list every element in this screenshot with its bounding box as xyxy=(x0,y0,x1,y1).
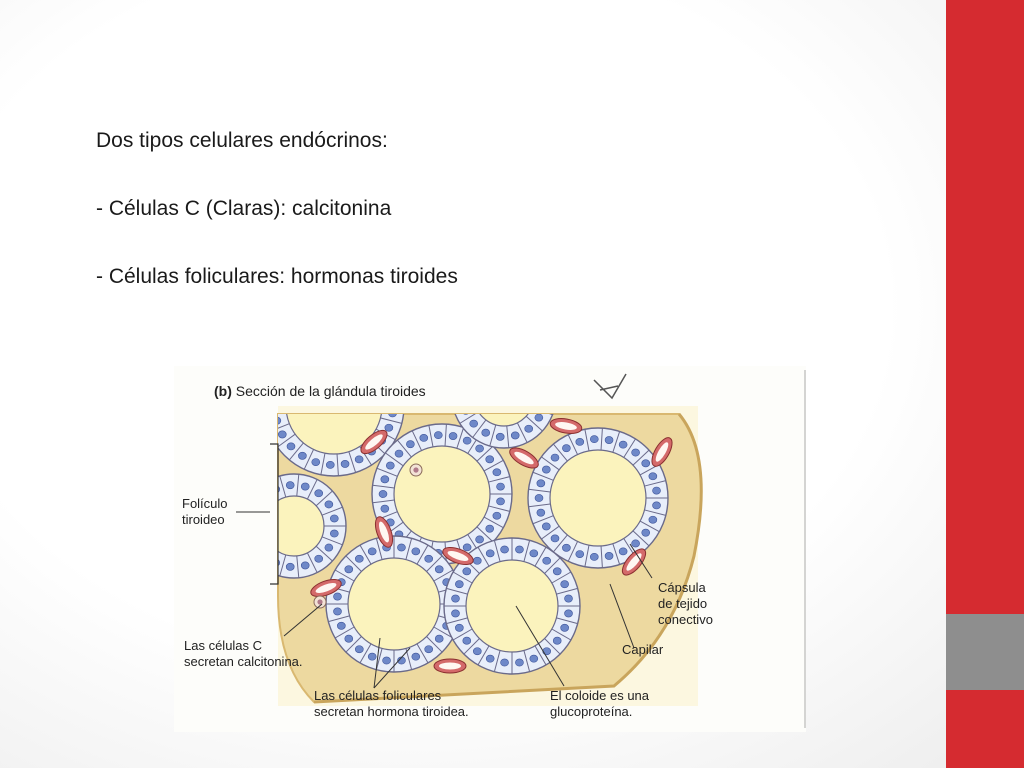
cell-nucleus xyxy=(649,473,657,480)
cell-nucleus xyxy=(482,429,490,436)
cell-nucleus xyxy=(576,438,584,445)
cell-nucleus xyxy=(642,460,650,467)
spacer xyxy=(96,226,458,260)
cell-nucleus xyxy=(463,637,471,644)
cell-nucleus xyxy=(551,535,559,542)
cell-border xyxy=(532,377,553,385)
colloid xyxy=(474,366,534,426)
cell-border xyxy=(250,542,269,554)
cell-nucleus xyxy=(271,402,279,409)
cell-nucleus xyxy=(476,445,484,452)
cell-nucleus xyxy=(463,437,471,444)
cell-nucleus xyxy=(420,434,428,441)
cell-border xyxy=(517,366,527,369)
cell-nucleus xyxy=(462,378,470,385)
cell-border xyxy=(453,402,475,406)
follicle xyxy=(242,474,346,578)
cell-nucleus xyxy=(511,432,519,439)
cell-nucleus xyxy=(473,648,481,655)
cell-nucleus xyxy=(434,432,442,439)
cell-nucleus xyxy=(315,490,323,497)
colloid xyxy=(348,558,440,650)
cell-nucleus xyxy=(378,368,386,375)
cell-nucleus xyxy=(565,610,573,617)
cell-nucleus xyxy=(252,537,260,544)
cell-nucleus xyxy=(540,385,548,392)
cell-nucleus xyxy=(493,512,501,519)
cell-border xyxy=(250,499,269,511)
cell-border xyxy=(526,366,542,376)
follicle xyxy=(326,536,462,672)
cell-nucleus xyxy=(315,555,323,562)
follicle xyxy=(528,428,668,568)
cell-nucleus xyxy=(298,452,306,459)
cell-nucleus xyxy=(312,459,320,466)
cell-nucleus xyxy=(561,624,569,631)
cell-nucleus xyxy=(473,557,481,564)
cell-nucleus xyxy=(530,655,538,662)
cell-nucleus xyxy=(368,653,376,660)
cell-nucleus xyxy=(642,529,650,536)
cell-nucleus xyxy=(395,450,403,457)
cell-nucleus xyxy=(551,454,559,461)
c-cell-nucleus xyxy=(413,467,418,472)
cell-nucleus xyxy=(425,646,433,653)
capillary xyxy=(434,659,466,673)
cell-nucleus xyxy=(565,595,573,602)
cell-border xyxy=(289,366,303,369)
slide-text xyxy=(96,124,458,294)
cell-nucleus xyxy=(590,553,598,560)
cell-border xyxy=(473,366,486,372)
cell-nucleus xyxy=(345,566,353,573)
cell-nucleus xyxy=(632,449,640,456)
cell-nucleus xyxy=(476,536,484,543)
cell-nucleus xyxy=(260,495,268,502)
cell-nucleus xyxy=(537,480,545,487)
follicle-bracket xyxy=(270,444,278,584)
thyroid-section-illustration xyxy=(174,366,806,732)
colloid xyxy=(264,496,324,556)
label-capillary: Capilar xyxy=(622,642,664,657)
cell-nucleus xyxy=(326,461,334,468)
cell-nucleus xyxy=(553,568,561,575)
cell-nucleus xyxy=(386,462,394,469)
cell-border xyxy=(369,366,385,373)
cell-nucleus xyxy=(278,374,286,381)
cell-nucleus xyxy=(379,490,387,497)
cell-nucleus xyxy=(463,544,471,551)
cell-border xyxy=(460,369,479,381)
cell-nucleus xyxy=(486,655,494,662)
cell-nucleus xyxy=(497,498,505,505)
cell-nucleus xyxy=(260,550,268,557)
cell-nucleus xyxy=(486,456,494,463)
cell-nucleus xyxy=(301,562,309,569)
cell-border xyxy=(490,366,496,367)
cell-nucleus xyxy=(459,392,467,399)
label-colloid: El coloide es una glucoproteína. xyxy=(550,688,650,719)
label-c-cells: Las células C secretan calcitonina. xyxy=(184,638,303,669)
cell-nucleus xyxy=(535,414,543,421)
cell-nucleus xyxy=(553,637,561,644)
cell-nucleus xyxy=(653,487,661,494)
cell-border xyxy=(453,386,475,390)
cell-nucleus xyxy=(576,551,584,558)
cell-nucleus xyxy=(325,544,333,551)
cell-nucleus xyxy=(501,546,509,553)
cell-nucleus xyxy=(345,635,353,642)
cell-nucleus xyxy=(397,544,405,551)
cell-nucleus xyxy=(381,476,389,483)
cell-nucleus xyxy=(412,653,420,660)
cell-nucleus xyxy=(619,441,627,448)
thyroid-section-figure xyxy=(174,366,806,732)
cell-nucleus xyxy=(542,523,550,530)
cell-nucleus xyxy=(605,552,613,559)
cell-nucleus xyxy=(435,566,443,573)
cell-nucleus xyxy=(535,494,543,501)
bullet-c-cells: - Células C (Claras): calcitonina xyxy=(96,197,392,220)
cell-border xyxy=(277,366,295,378)
cell-nucleus xyxy=(486,525,494,532)
cell-nucleus xyxy=(252,508,260,515)
capillary-lumen xyxy=(439,663,461,670)
accent-block xyxy=(946,614,1024,690)
cell-nucleus xyxy=(286,482,294,489)
cell-nucleus xyxy=(619,548,627,555)
cell-nucleus xyxy=(425,555,433,562)
cell-nucleus xyxy=(330,530,338,537)
colloid xyxy=(550,450,646,546)
cell-nucleus xyxy=(649,516,657,523)
cell-nucleus xyxy=(530,550,538,557)
cell-nucleus xyxy=(525,425,533,432)
cell-nucleus xyxy=(455,581,463,588)
cell-nucleus xyxy=(381,505,389,512)
cell-border xyxy=(243,532,265,536)
cell-nucleus xyxy=(470,366,478,372)
cell-nucleus xyxy=(385,424,393,431)
cell-border xyxy=(376,372,395,383)
cell-nucleus xyxy=(515,659,523,666)
cell-nucleus xyxy=(286,563,294,570)
cell-nucleus xyxy=(435,635,443,642)
cell-nucleus xyxy=(406,441,414,448)
cell-nucleus xyxy=(542,466,550,473)
cell-nucleus xyxy=(543,648,551,655)
cell-nucleus xyxy=(496,433,504,440)
cell-nucleus xyxy=(341,460,349,467)
cell-nucleus xyxy=(501,659,509,666)
cell-nucleus xyxy=(449,432,457,439)
cell-nucleus xyxy=(562,544,570,551)
cell-nucleus xyxy=(383,657,391,664)
bullet-follicular-cells: - Células foliculares: hormonas tiroides xyxy=(96,265,458,288)
cell-nucleus xyxy=(543,557,551,564)
cell-nucleus xyxy=(463,568,471,575)
cell-nucleus xyxy=(337,622,345,629)
cell-nucleus xyxy=(497,483,505,490)
cell-border xyxy=(243,516,265,520)
label-follicle: Folículo tiroideo xyxy=(182,496,228,527)
cell-nucleus xyxy=(355,456,363,463)
slide-heading: Dos tipos celulares endócrinos: xyxy=(96,129,388,152)
cell-nucleus xyxy=(451,595,459,602)
cell-nucleus xyxy=(562,445,570,452)
cell-nucleus xyxy=(301,483,309,490)
cell-nucleus xyxy=(333,593,341,600)
cell-nucleus xyxy=(325,501,333,508)
cell-nucleus xyxy=(287,366,295,369)
colloid xyxy=(394,446,490,542)
cell-nucleus xyxy=(515,546,523,553)
cell-nucleus xyxy=(287,443,295,450)
cell-nucleus xyxy=(451,610,459,617)
figure-title: (b) Sección de la glándula tiroides xyxy=(214,383,426,399)
spacer xyxy=(96,158,458,192)
cell-nucleus xyxy=(368,548,376,555)
scribble-mark xyxy=(594,374,626,398)
cell-nucleus xyxy=(278,431,286,438)
cell-nucleus xyxy=(273,417,281,424)
label-capsule: Cápsula de tejido conectivo xyxy=(658,580,713,627)
cell-nucleus xyxy=(605,436,613,443)
label-follicular-cells: Las células foliculares secretan hormona tiroidea. xyxy=(314,688,469,719)
cell-nucleus xyxy=(537,509,545,516)
cell-border xyxy=(263,550,276,568)
cell-nucleus xyxy=(330,515,338,522)
cell-nucleus xyxy=(486,550,494,557)
cell-nucleus xyxy=(412,548,420,555)
cell-nucleus xyxy=(470,420,478,427)
cell-nucleus xyxy=(632,540,640,547)
cell-nucleus xyxy=(525,366,533,367)
colloid xyxy=(466,560,558,652)
cell-nucleus xyxy=(590,436,598,443)
cell-nucleus xyxy=(249,522,257,529)
cell-nucleus xyxy=(493,469,501,476)
cell-nucleus xyxy=(653,502,661,509)
cell-nucleus xyxy=(355,555,363,562)
cell-nucleus xyxy=(355,646,363,653)
cell-nucleus xyxy=(333,608,341,615)
cell-nucleus xyxy=(455,624,463,631)
cell-nucleus xyxy=(561,581,569,588)
cell-border xyxy=(263,485,276,503)
cell-nucleus xyxy=(535,371,543,378)
